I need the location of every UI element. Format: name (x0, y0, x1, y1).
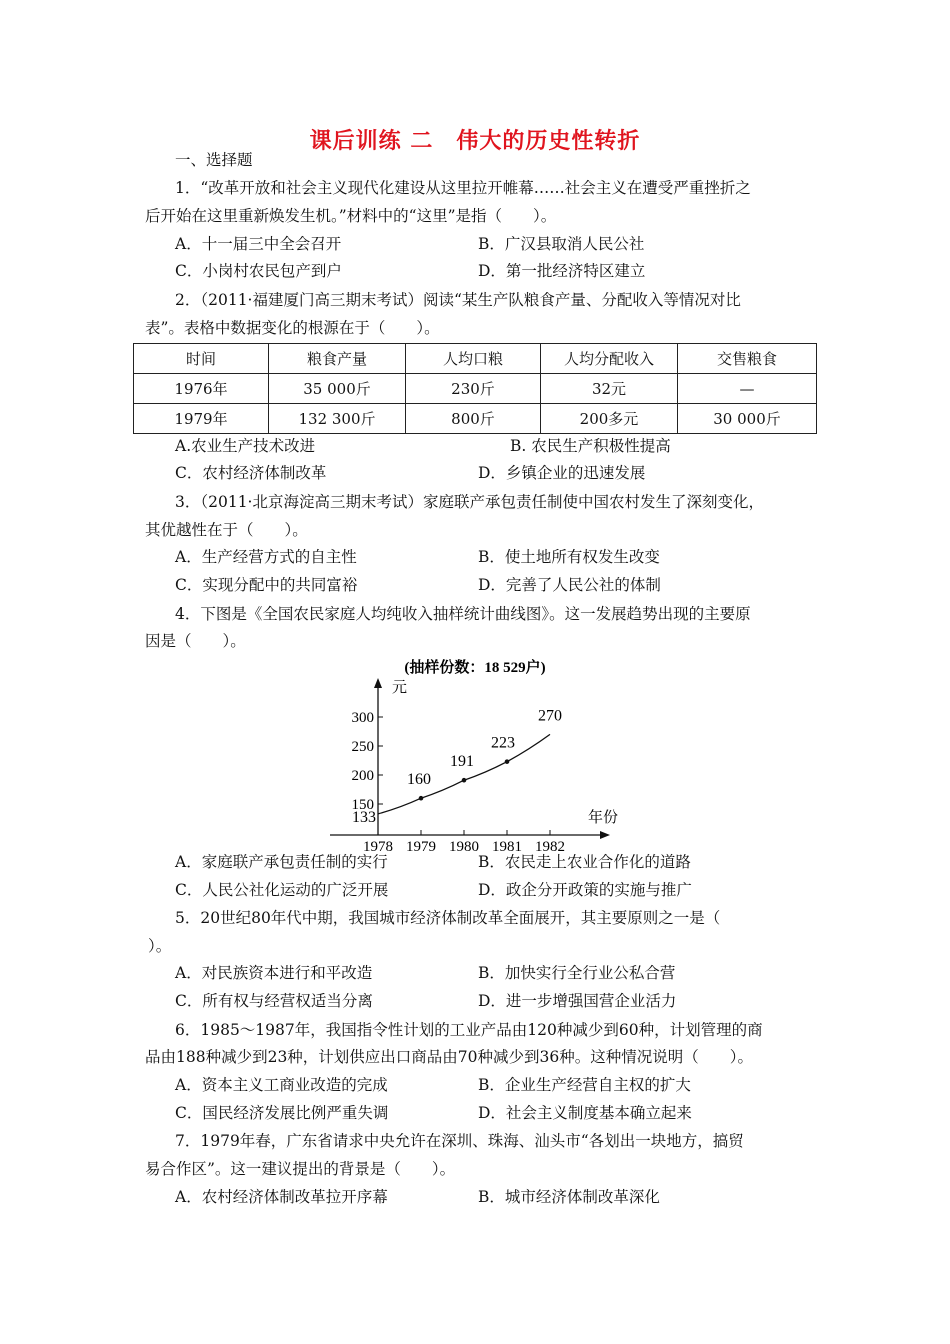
y-axis-label: 元 (392, 680, 408, 696)
question-5-option-c: C．所有权与经营权适当分离 (175, 992, 373, 1010)
question-6-option-b: B．企业生产经营自主权的扩大 (478, 1076, 691, 1094)
table-cell: 200多元 (541, 404, 678, 434)
question-5-option-b: B．加快实行全行业公私合营 (478, 964, 676, 982)
table-cell: 32元 (541, 374, 678, 404)
x-tick-label: 1982 (535, 839, 565, 855)
income-line-chart (320, 650, 630, 855)
question-2-option-a: A.农业生产技术改进 (175, 437, 316, 455)
table-cell: 1979年 (134, 404, 269, 434)
question-6-line-2: 品由188种减少到23种，计划供应出口商品由70种减少到36种。这种情况说明（ ）。 (145, 1048, 754, 1066)
x-axis-label: 年份 (588, 810, 619, 826)
question-7-line-1: 7．1979年春，广东省请求中央允许在深圳、珠海、汕头市“各划出一块地方，搞贸 (175, 1132, 744, 1150)
data-point-group (352, 707, 562, 825)
question-2-option-c: C．农村经济体制改革 (175, 464, 327, 482)
page-title: 课后训练 二 伟大的历史性转折 (309, 129, 641, 154)
x-tick-label: 1981 (492, 839, 522, 855)
question-4-line-2: 因是（ ）。 (145, 632, 246, 650)
data-point (462, 778, 467, 783)
table-header-cell: 粮食产量 (269, 344, 406, 374)
question-1-line-1: 1．“改革开放和社会主义现代化建设从这里拉开帷幕……社会主义在遭受严重挫折之 (175, 179, 751, 197)
question-4-option-c: C．人民公社化运动的广泛开展 (175, 881, 389, 899)
question-3-option-b: B．使土地所有权发生改变 (478, 548, 660, 566)
question-6-option-c: C．国民经济发展比例严重失调 (175, 1104, 389, 1122)
y-tick-label: 250 (351, 739, 374, 755)
y-tick-label: 200 (351, 768, 374, 784)
question-1-option-b: B．广汉县取消人民公社 (478, 235, 645, 253)
question-4-option-d: D．政企分开政策的实施与推广 (478, 881, 692, 899)
data-label: 133 (352, 808, 376, 826)
table-cell: 132 300斤 (269, 404, 406, 434)
table-cell: 800斤 (406, 404, 541, 434)
question-3-option-a: A．生产经营方式的自主性 (175, 548, 357, 566)
question-3-line-1: 3．（2011·北京海淀高三期末考试）家庭联产承包责任制使中国农村发生了深刻变化， (175, 493, 764, 511)
data-point (419, 796, 424, 801)
table-header-cell: 人均口粮 (406, 344, 541, 374)
table-header-cell: 人均分配收入 (541, 344, 678, 374)
income-series-line (378, 734, 550, 813)
question-1-line-2: 后开始在这里重新焕发生机。”材料中的“这里”是指（ ）。 (145, 207, 557, 225)
comparison-table (133, 343, 817, 434)
question-4-option-b: B．农民走上农业合作化的道路 (478, 853, 691, 871)
question-5-line-2: ）。 (148, 937, 172, 955)
question-6-option-a: A．资本主义工商业改造的完成 (175, 1076, 388, 1094)
data-label: 223 (491, 734, 515, 752)
table-cell: — (678, 374, 817, 404)
table-row (134, 404, 817, 434)
data-label: 270 (538, 707, 562, 725)
table-header-row (134, 344, 817, 374)
question-2-option-d: D．乡镇企业的迅速发展 (478, 464, 646, 482)
question-1-option-d: D．第一批经济特区建立 (478, 262, 646, 280)
x-axis-arrow-icon (600, 831, 610, 839)
x-tick-label: 1980 (449, 839, 479, 855)
question-7-option-a: A．农村经济体制改革拉开序幕 (175, 1188, 388, 1206)
data-point (505, 759, 510, 764)
question-7-option-b: B．城市经济体制改革深化 (478, 1188, 660, 1206)
chart-subtitle: (抽样份数：18 529户) (404, 660, 546, 676)
question-3-option-c: C．实现分配中的共同富裕 (175, 576, 358, 594)
y-tick-label: 150 (351, 797, 374, 813)
table-header-cell: 时间 (134, 344, 269, 374)
question-5-line-1: 5．20世纪80年代中期，我国城市经济体制改革全面展开，其主要原则之一是（ (175, 909, 721, 927)
question-1-option-c: C．小岗村农民包产到户 (175, 262, 342, 280)
table-header-cell: 交售粮食 (678, 344, 817, 374)
x-tick-label: 1978 (363, 839, 393, 855)
question-4-option-a: A．家庭联产承包责任制的实行 (175, 853, 388, 871)
table-cell: 35 000斤 (269, 374, 406, 404)
y-axis-arrow-icon (374, 678, 382, 688)
table-row (134, 374, 817, 404)
question-4-line-1: 4．下图是《全国农民家庭人均纯收入抽样统计曲线图》。这一发展趋势出现的主要原 (175, 605, 751, 623)
question-7-line-2: 易合作区”。这一建议提出的背景是（ ）。 (145, 1160, 456, 1178)
question-6-line-1: 6．1985～1987年，我国指令性计划的工业产品由120种减少到60种，计划管理的商 (175, 1021, 763, 1039)
question-2-option-b: B. 农民生产积极性提高 (510, 437, 671, 455)
data-label: 191 (450, 753, 474, 771)
question-3-line-2: 其优越性在于（ ）。 (145, 521, 308, 539)
question-6-option-d: D．社会主义制度基本确立起来 (478, 1104, 692, 1122)
question-3-option-d: D．完善了人民公社的体制 (478, 576, 661, 594)
data-label: 160 (407, 771, 431, 789)
question-5-option-d: D．进一步增强国营企业活力 (478, 992, 677, 1010)
x-tick-label: 1979 (406, 839, 436, 855)
question-1-option-a: A．十一届三中全会召开 (175, 235, 342, 253)
question-5-option-a: A．对民族资本进行和平改造 (175, 964, 373, 982)
y-tick-label: 300 (351, 710, 374, 726)
section-heading: 一、选择题 (175, 151, 253, 169)
table-cell: 230斤 (406, 374, 541, 404)
table-cell: 1976年 (134, 374, 269, 404)
question-2-line-2: 表”。表格中数据变化的根源在于（ ）。 (145, 319, 440, 337)
table-cell: 30 000斤 (678, 404, 817, 434)
question-2-line-1: 2．（2011·福建厦门高三期末考试）阅读“某生产队粮食产量、分配收入等情况对比 (175, 291, 741, 309)
